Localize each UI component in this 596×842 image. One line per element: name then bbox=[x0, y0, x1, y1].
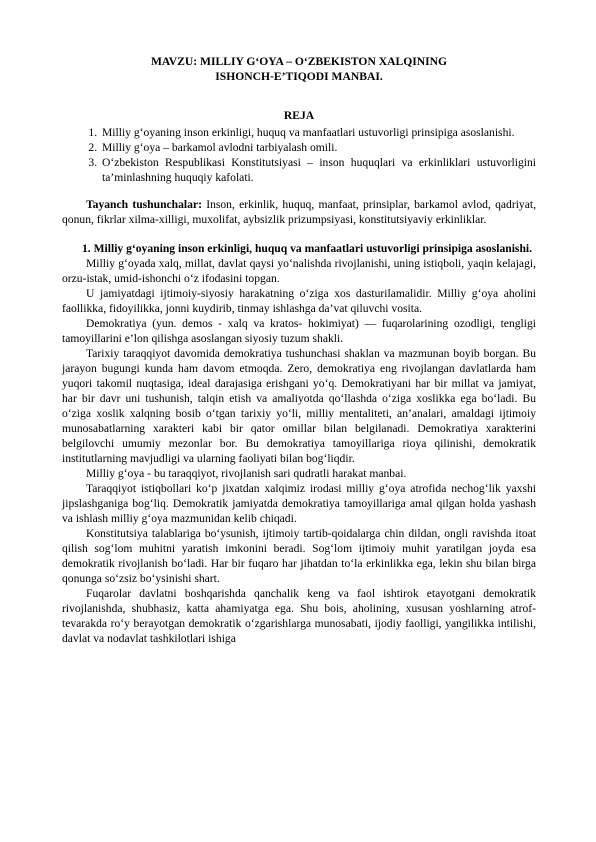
title-line-2: ISHONCH-E’TIQODI MANBAI. bbox=[215, 70, 383, 83]
body-paragraph-3: Demokratiya (yun. demos - xalq va kratos- hokimiyat) — fuqarolarining ozodligi, tengligi tamoyillarini e’lon qilishga asoslangan siyosiy tuzum shakli. bbox=[62, 317, 536, 345]
body-paragraph-2: U jamiyatdagi ijtimoiy-siyosiy harakatning o‘ziga xos dasturilamalidir. Milliy g‘oya aholini faollikka, fidoyilikka, jonni kuydirib, tinmay ishlashga da’vat qiluvchi vosita. bbox=[62, 287, 536, 315]
body-paragraph-5: Milliy g‘oya - bu taraqqiyot, rivojlanish sari qudratli harakat manbai. bbox=[86, 467, 407, 480]
plan-item-3: 3. O‘zbekiston Respublikasi Konstitutsiyasi – inson huquqlari va erkinliklari ustuvorligini ta’minlashning huquqiy kafolati. bbox=[100, 155, 536, 185]
body-paragraph-8: Fuqarolar davlatni boshqarishda qanchalik keng va faol ishtirok etayotgani demokratik rivojlanishda, shubhasiz, katta ahamiyatga ega. Shu bois, aholining, xususan yoshlarning atrof-tevarakda ro‘y berayotgan demokratik o‘zgarishlarga munosabati, ijodiy faolligi, yangilikka intilishi, davlat va nodavlat tashkilotlari ishiga bbox=[62, 587, 536, 645]
body-paragraph-1: Milliy g‘oyada xalq, millat, davlat qaysi yo‘nalishda rivojlanishi, uning istiqboli, yaqin kelajagi, orzu-istak, umid-ishonchi o‘z ifodasini topgan. bbox=[62, 257, 536, 285]
keywords-paragraph bbox=[62, 197, 536, 227]
plan-heading: REJA bbox=[283, 109, 315, 122]
plan-item-1: 1. Milliy g‘oyaning inson erkinligi, huquq va manfaatlari ustuvorligi prinsipiga asoslanishi. bbox=[100, 125, 536, 140]
plan-item-2: 2. Milliy g‘oya – barkamol avlodni tarbiyalash omili. bbox=[100, 140, 536, 155]
plan-list bbox=[62, 125, 536, 185]
title-line-1: MAVZU: MILLIY G‘OYA – O‘ZBEKISTON XALQINING bbox=[150, 55, 447, 68]
body-paragraph-7: Konstitutsiya talablariga bo‘ysunish, ijtimoiy tartib-qoidalarga chin dildan, ongli ravishda itoat qilish sog‘lom muhitni yaratish imkonini beradi. Sog‘lom ijtimoiy muhit yaratilgan joyda esa demokratik rivojlanish bo‘ladi. Har bir fuqaro har jihatdan to‘la erkinlikka ega, lekin shu bilan birga qonunga so‘zsiz bo‘ysinishi shart. bbox=[62, 527, 536, 585]
document-title bbox=[62, 54, 536, 84]
keywords-label: Tayanch tushunchalar: bbox=[86, 198, 202, 211]
body-paragraph-4: Tarixiy taraqqiyot davomida demokratiya tushunchasi shaklan va mazmunan boyib borgan. Bu jarayon bugungi kunda ham davom etmoqda. Zero, demokratiya eng rivojlangan davlatlarda ham yuqori takomil nuqtasiga, ideal darajasiga erishgani yo‘q. Demokratiyani har bir millat va jamiyat, har bir davr uni tushunish, talqin etish va amaliyotda qo‘llashda o‘ziga xoslikka ega bo‘ladi. Bu o‘ziga xoslik xalqning bosib o‘tgan tarixiy yo‘li, milliy mentaliteti, an’analari, amaldagi ijtimoiy munosabatlarning xarakteri kabi bir qator omillar bilan belgilanadi. Demokratiya xarakterini belgilovchi umumiy mezonlar bor. Bu demokratiya tamoyillariga rioya qilinishi, demokratik institutlarning mavjudligi va ularning faoliyati bilan bog‘liqdir. bbox=[62, 347, 536, 465]
body-paragraph-6: Taraqqiyot istiqbollari ko‘p jixatdan xalqimiz irodasi milliy g‘oya atrofida nechog‘lik yaxshi jipslashganiga bog‘liq. Demokratik jamiyatda demokratiya tamoyillariga amal qilgan holda yashash va ishlash milliy g‘oya mazmunidan kelib chiqadi. bbox=[62, 482, 536, 525]
keywords-text: Inson, erkinlik, huquq, manfaat, prinsiplar, barkamol avlod, qadriyat, qonun, fikrlar xilma-xilligi, muxolifat, aybsizlik prizumpsiyasi, konstitutsiyaviy erkinliklar. bbox=[62, 198, 536, 226]
section-heading: 1. Milliy g‘oyaning inson erkinligi, huquq va manfaatlari ustuvorligi prinsipiga asoslanishi. bbox=[82, 242, 533, 255]
